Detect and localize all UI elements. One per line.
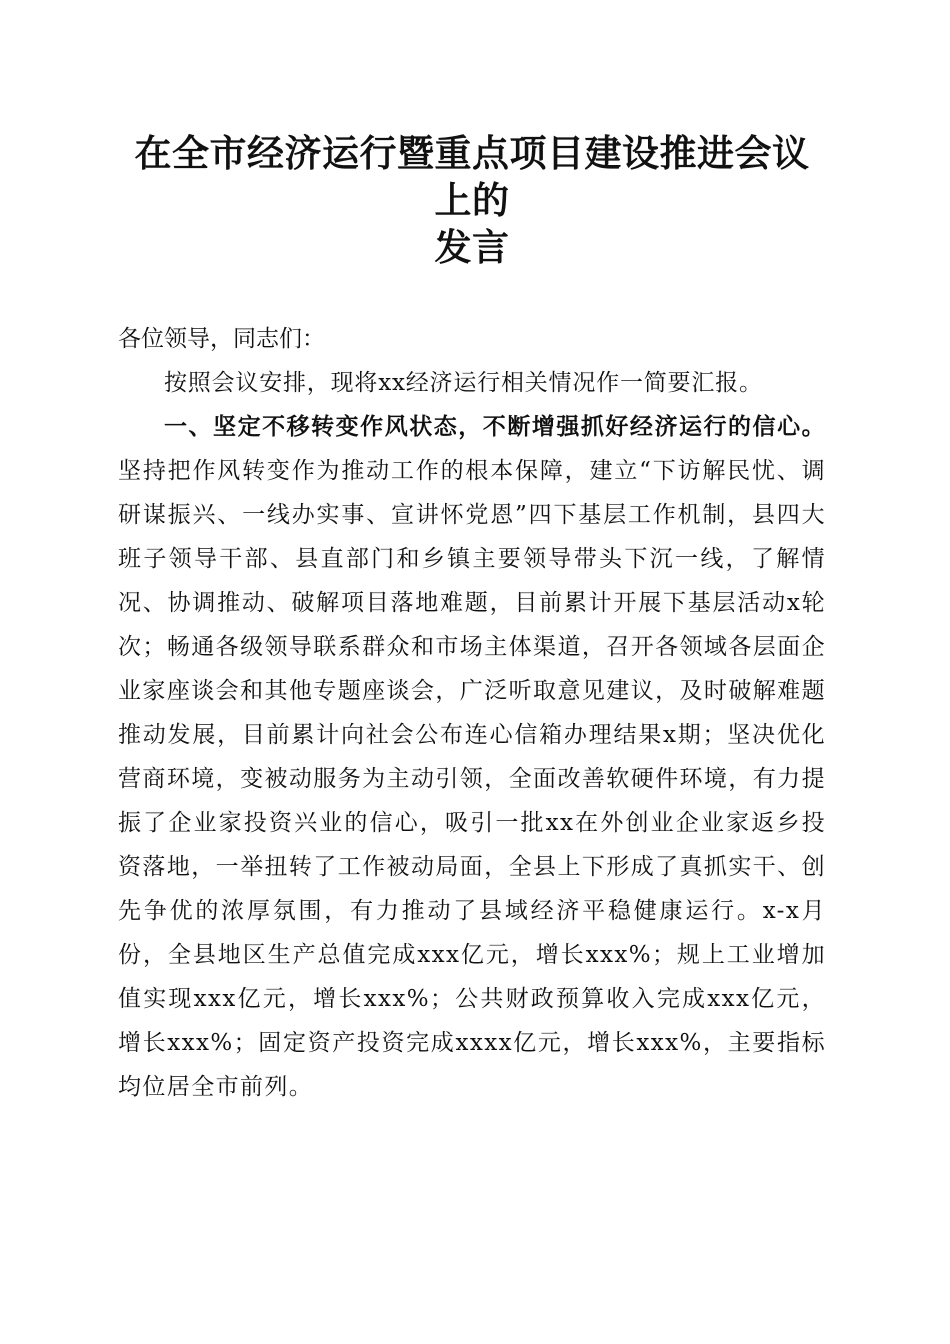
section-1-heading: 一、坚定不移转变作风状态，不断增强抓好经济运行的信心。	[164, 413, 826, 440]
title-line-2: 发言	[434, 225, 510, 269]
salutation: 各位领导，同志们：	[118, 326, 325, 352]
document-page	[118, 130, 826, 1109]
section-1-paragraph	[118, 405, 826, 1109]
document-title	[118, 130, 826, 271]
intro-paragraph: 按照会议安排，现将xx经济运行相关情况作一简要汇报。	[164, 370, 763, 396]
section-1-body: 坚持把作风转变作为推动工作的根本保障，建立“下访解民忧、调研谋振兴、一线办实事、宣讲怀党恩”四下基层工作机制，县四大班子领导干部、县直部门和乡镇主要领导带头下沉一线，了解情况、协调推动、破解项目落地难题，目前累计开展下基层活动x轮次；畅通各级领导联系群众和市场主体渠道，召开各领域各层面企业家座谈会和其他专题座谈会，广泛听取意见建议，及时破解难题推动发展，目前累计向社会公布连心信箱办理结果x期；坚决优化营商环境，变被动服务为主动引领，全面改善软硬件环境，有力提振了企业家投资兴业的信心，吸引一批xx在外创业企业家返乡投资落地，一举扭转了工作被动局面，全县上下形成了真抓实干、创先争优的浓厚氛围，有力推动了县域经济平稳健康运行。x-x月份，全县地区生产总值完成xxx亿元，增长xxx%；规上工业增加值实现xxx亿元，增长xxx%；公共财政预算收入完成xxx亿元，增长xxx%；固定资产投资完成xxxx亿元，增长xxx%，主要指标均位居全市前列。	[118, 458, 826, 1100]
title-line-1: 在全市经济运行暨重点项目建设推进会议上的	[134, 131, 810, 222]
